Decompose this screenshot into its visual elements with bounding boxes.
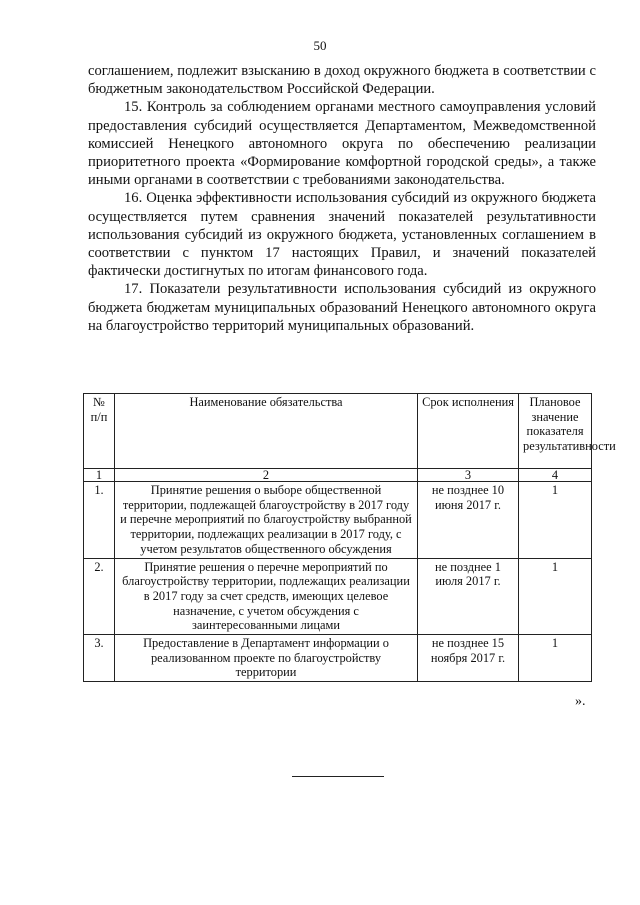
row-number: 1. bbox=[84, 482, 115, 559]
paragraph-17: 17. Показатели результативности использования субсидий из окружного бюджета бюджетам муниципальных образований Ненецкого автономного округа на благоустройство территорий муниципальных образований. bbox=[88, 281, 596, 334]
row-deadline: не позднее 1 июля 2017 г. bbox=[418, 558, 519, 635]
header-planned-value: Плановое значение показателя результативности bbox=[519, 394, 592, 469]
table-row bbox=[84, 635, 592, 682]
row-value: 1 bbox=[519, 482, 592, 559]
column-number-2: 2 bbox=[115, 469, 418, 482]
paragraph-15: 15. Контроль за соблюдением органами местного самоуправления условий предоставления субсидий осуществляется Департаментом, Межведомственной комиссией Ненецкого автономного округа по обеспечению реализации приоритетного проекта «Формирование комфортной городской среды», а также иными органами в соответствии с требованиями законодательства. bbox=[88, 99, 596, 189]
body-text bbox=[88, 62, 596, 335]
column-number-3: 3 bbox=[418, 469, 519, 482]
paragraph-continuation: соглашением, подлежит взысканию в доход окружного бюджета в соответствии с бюджетным законодательством Российской Федерации. bbox=[88, 63, 596, 98]
closing-quote-mark: ». bbox=[575, 694, 586, 709]
row-obligation: Предоставление в Департамент информации о реализованном проекте по благоустройству территории bbox=[115, 635, 418, 682]
table-row bbox=[84, 482, 592, 559]
indicators-table bbox=[83, 393, 616, 682]
footer-divider bbox=[292, 776, 384, 777]
column-number-1: 1 bbox=[84, 469, 115, 482]
table-header-row bbox=[84, 394, 592, 469]
header-obligation: Наименование обязательства bbox=[115, 394, 418, 469]
row-deadline: не позднее 10 июня 2017 г. bbox=[418, 482, 519, 559]
row-value: 1 bbox=[519, 558, 592, 635]
row-obligation: Принятие решения о выборе общественной территории, подлежащей благоустройству в 2017 году и перечне мероприятий по благоустройству выбранной территории, подлежащих реализации в 2017 году, с учетом результатов общественного обсуждения bbox=[115, 482, 418, 559]
table-column-numbers-row bbox=[84, 469, 592, 482]
row-number: 2. bbox=[84, 558, 115, 635]
page-number: 50 bbox=[313, 38, 327, 53]
paragraph-16: 16. Оценка эффективности использования субсидий из окружного бюджета осуществляется путем сравнения значений показателей результативности использования субсидий из окружного бюджета, установленных соглашением в соответствии с пунктом 17 настоящих Правил, и значений показателей фактически достигнутых по итогам финансового года. bbox=[88, 190, 596, 280]
row-obligation: Принятие решения о перечне мероприятий по благоустройству территории, подлежащих реализации в 2017 году за счет средств, имеющих целевое назначение, с учетом обсуждения с заинтересованными лицами bbox=[115, 558, 418, 635]
header-number: № п/п bbox=[84, 394, 115, 469]
header-deadline: Срок исполнения bbox=[418, 394, 519, 469]
indicators-table-wrapper bbox=[83, 393, 616, 682]
row-deadline: не позднее 15 ноября 2017 г. bbox=[418, 635, 519, 682]
row-number: 3. bbox=[84, 635, 115, 682]
table-row bbox=[84, 558, 592, 635]
column-number-4: 4 bbox=[519, 469, 592, 482]
row-value: 1 bbox=[519, 635, 592, 682]
